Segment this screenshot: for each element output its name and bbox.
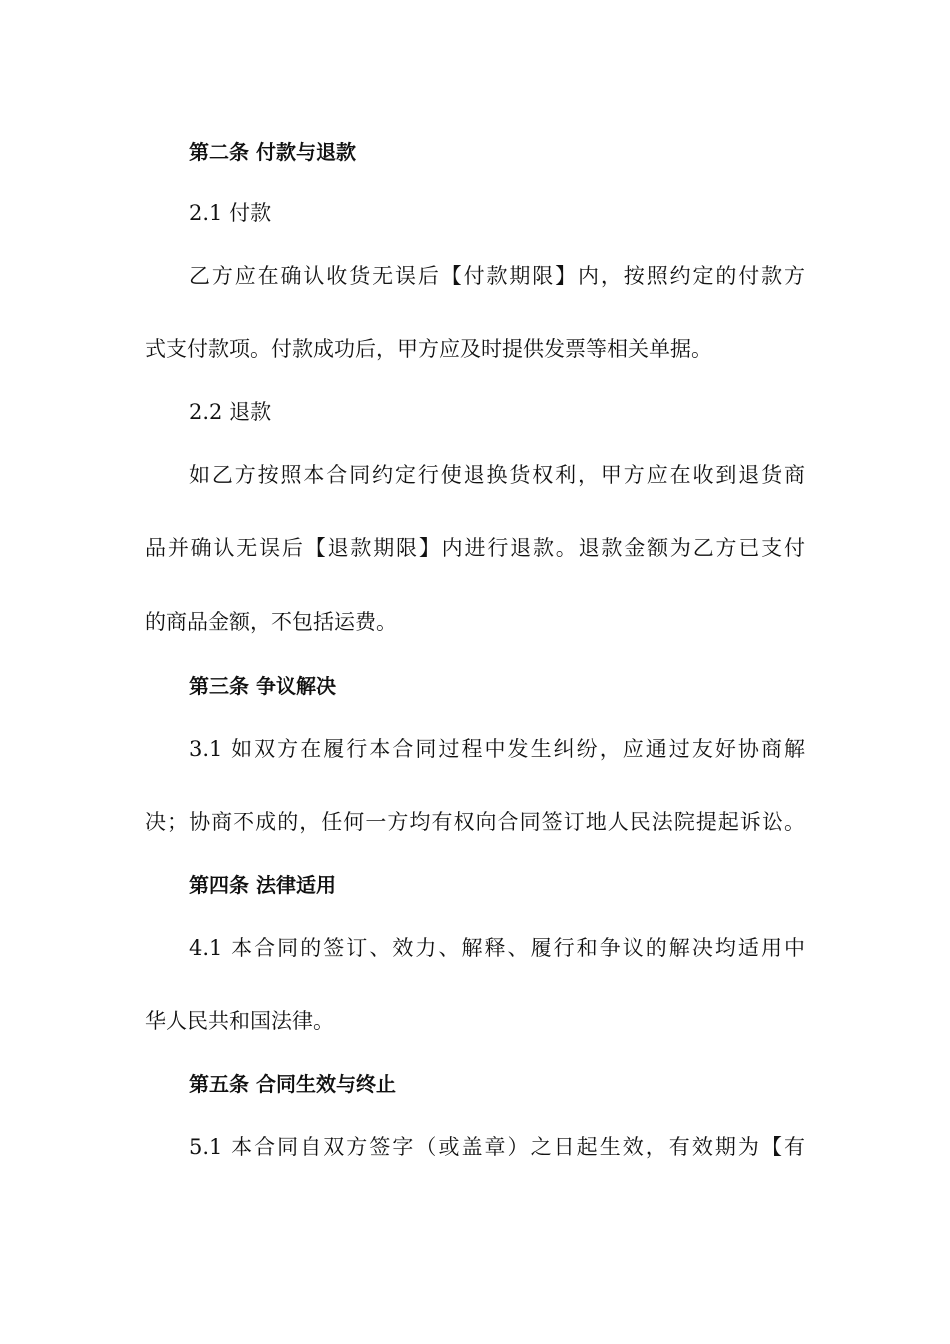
paragraph-line: 5.1 本合同自双方签字（或盖章）之日起生效，有效期为【有 bbox=[189, 1135, 805, 1159]
paragraph-line: 品并确认无误后【退款期限】内进行退款。退款金额为乙方已支付 bbox=[145, 536, 805, 560]
paragraph-line: 的商品金额，不包括运费。 bbox=[145, 610, 397, 634]
section-heading-4: 第四条 法律适用 bbox=[189, 873, 336, 897]
section-heading-5: 第五条 合同生效与终止 bbox=[189, 1072, 396, 1096]
section-heading-3: 第三条 争议解决 bbox=[189, 674, 336, 698]
paragraph-line: 4.1 本合同的签订、效力、解释、履行和争议的解决均适用中 bbox=[189, 936, 805, 960]
clause-2-2-title: 2.2 退款 bbox=[189, 400, 272, 424]
paragraph-line: 华人民共和国法律。 bbox=[145, 1009, 334, 1033]
clause-2-1-title: 2.1 付款 bbox=[189, 201, 272, 225]
paragraph-line: 式支付款项。付款成功后，甲方应及时提供发票等相关单据。 bbox=[145, 337, 712, 361]
paragraph-line: 乙方应在确认收货无误后【付款期限】内，按照约定的付款方 bbox=[189, 264, 805, 288]
section-heading-2: 第二条 付款与退款 bbox=[189, 140, 356, 164]
paragraph-line: 3.1 如双方在履行本合同过程中发生纠纷，应通过友好协商解 bbox=[189, 737, 805, 761]
paragraph-line: 如乙方按照本合同约定行使退换货权利，甲方应在收到退货商 bbox=[189, 463, 805, 487]
paragraph-line: 决；协商不成的，任何一方均有权向合同签订地人民法院提起诉讼。 bbox=[145, 810, 805, 834]
